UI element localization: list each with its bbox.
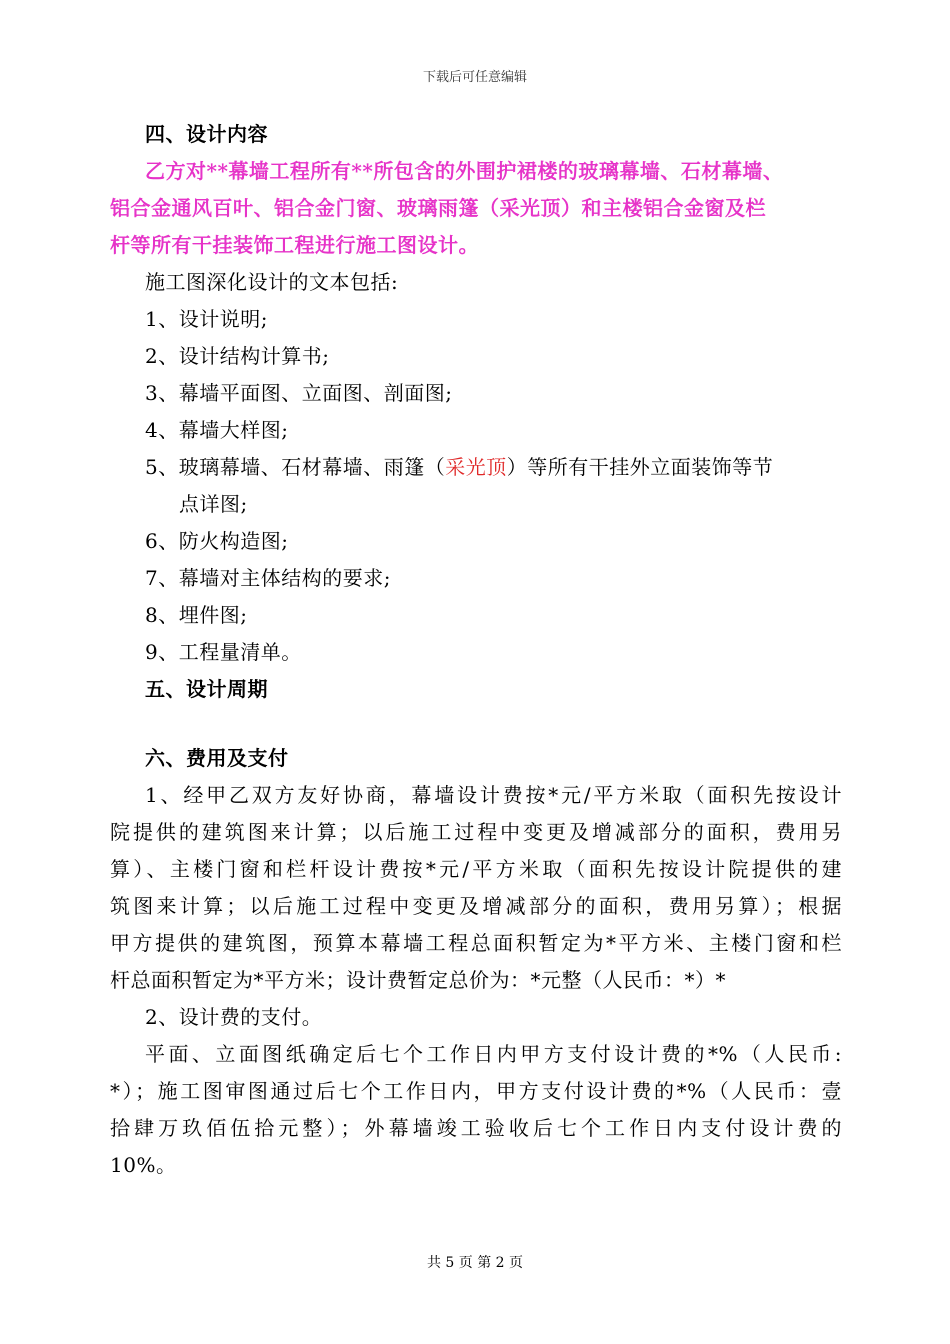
list-item-5 [110,449,842,486]
fee-paragraph-line-2: 院提供的建筑图来计算；以后施工过程中变更及增减部分的面积，费用另 [110,820,842,844]
list-item-1: 1、设计说明; [145,307,268,331]
list-item-7: 7、幕墙对主体结构的要求; [145,566,391,590]
section-4-title: 四、设计内容 [145,122,268,146]
scope-line-3: 杆等所有干挂装饰工程进行施工图设计。 [110,233,479,257]
section-6-title: 六、费用及支付 [145,746,289,770]
list-item-5-continuation: 点详图; [179,492,248,516]
payment-subheading: 2、设计费的支付。 [145,1005,323,1029]
scope-line-1: 乙方对**幕墙工程所有**所包含的外围护裙楼的玻璃幕墙、石材幕墙、 [145,159,784,183]
fee-paragraph-line-1: 1、经甲乙双方友好协商，幕墙设计费按*元/平方米取（面积先按设计 [145,783,842,807]
payment-line-2: *）；施工图审图通过后七个工作日内，甲方支付设计费的*%（人民币：壹 [110,1079,842,1103]
fee-paragraph-line-3: 算）、主楼门窗和栏杆设计费按*元/平方米取（面积先按设计院提供的建 [110,857,842,881]
section-5-title: 五、设计周期 [145,677,268,701]
fee-paragraph-line-4: 筑图来计算；以后施工过程中变更及增减部分的面积，费用另算）；根据 [110,894,842,918]
document-body [110,116,842,1184]
fee-paragraph-line-6: 杆总面积暂定为*平方米；设计费暂定总价为：*元整（人民币：*）* [110,968,726,992]
list-item-5-highlight: 采光顶 [445,455,507,479]
list-item-4: 4、幕墙大样图; [145,418,289,442]
payment-line-3: 拾肆万玖佰伍拾元整）；外幕墙竣工验收后七个工作日内支付设计费的 [110,1116,842,1140]
page-footer: 共 5 页 第 2 页 [426,1255,524,1271]
payment-line-4: 10%。 [110,1153,177,1177]
list-item-5-text-a: 5、玻璃幕墙、石材幕墙、雨篷（ [145,455,446,479]
payment-line-1: 平面、立面图纸确定后七个工作日内甲方支付设计费的*%（人民币: [145,1042,842,1066]
design-docs-intro: 施工图深化设计的文本包括: [145,270,399,294]
section-gap [110,708,842,740]
list-item-6: 6、防火构造图; [145,529,289,553]
list-item-3: 3、幕墙平面图、立面图、剖面图; [145,381,453,405]
fee-paragraph-line-5: 甲方提供的建筑图，预算本幕墙工程总面积暂定为*平方米、主楼门窗和栏 [110,931,842,955]
list-item-5-text-b: ）等所有干挂外立面装饰等节 [506,455,774,479]
page-header: 下载后可任意编辑 [422,70,527,85]
list-item-9: 9、工程量清单。 [145,640,302,664]
list-item-8: 8、埋件图; [145,603,248,627]
scope-line-2: 铝合金通风百叶、铝合金门窗、玻璃雨篷（采光顶）和主楼铝合金窗及栏 [110,196,766,220]
list-item-2: 2、设计结构计算书; [145,344,330,368]
